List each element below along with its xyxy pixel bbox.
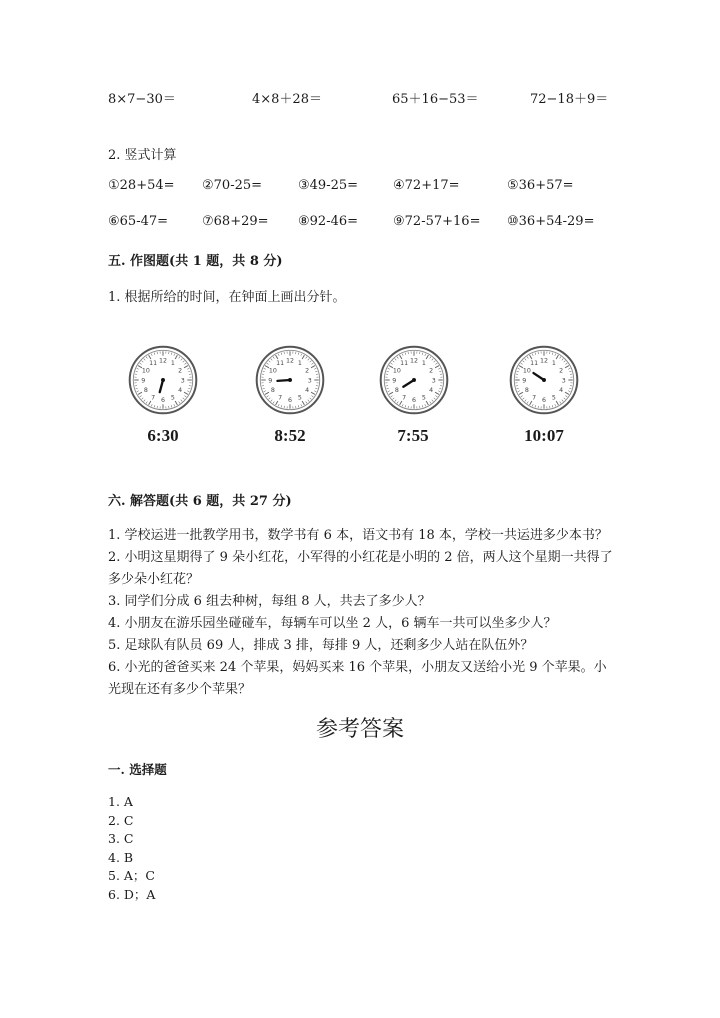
- clock-time-label: 8:52: [274, 426, 306, 445]
- clock-numeral: 2: [178, 367, 183, 375]
- clock-numeral: 6: [287, 397, 293, 405]
- arithmetic-row: [0, 88, 720, 108]
- clock-face: [127, 344, 199, 416]
- answer-item: 1. A: [108, 794, 133, 809]
- clock-numeral: 1: [421, 360, 426, 368]
- clock-numeral: 9: [522, 377, 527, 385]
- calc-item: ⑦68+29=: [202, 214, 269, 229]
- clock-numeral: 12: [409, 357, 419, 365]
- vertical-calc-row-1: [0, 178, 720, 198]
- calc-item: ③49-25=: [298, 178, 359, 193]
- clock-numeral: 3: [180, 377, 185, 385]
- clock-numeral: 2: [559, 367, 564, 375]
- clock-numeral: 11: [276, 360, 285, 368]
- clock-numeral: 10: [268, 367, 277, 375]
- clock-numeral: 6: [411, 397, 417, 405]
- clock-numeral: 6: [541, 397, 547, 405]
- calc-item: ④72+17=: [393, 178, 460, 193]
- clock-numeral: 10: [522, 367, 531, 375]
- clock-numeral: 4: [559, 387, 564, 395]
- clock-numeral: 12: [285, 357, 295, 365]
- clock-numeral: 11: [400, 360, 409, 368]
- clock-face: [254, 344, 326, 416]
- clock-time-label: 10:07: [524, 426, 564, 445]
- clock-numeral: 4: [178, 387, 183, 395]
- problem-item: 1. 学校运进一批教学用书，数学书有 6 本，语文书有 18 本，学校一共运进多少本书？: [108, 528, 608, 543]
- clock-numeral: 5: [551, 394, 556, 402]
- clock-numeral: 8: [270, 387, 275, 395]
- clock-face: [378, 344, 450, 416]
- clock-time-label: 6:30: [147, 426, 179, 445]
- clock-numeral: 3: [431, 377, 436, 385]
- answer-item: 6. D；A: [108, 886, 156, 902]
- clock-numeral: 8: [394, 387, 399, 395]
- clock-numeral: 10: [392, 367, 401, 375]
- clock-numeral: 4: [305, 387, 310, 395]
- answers-section-1-heading: 一. 选择题: [108, 762, 167, 777]
- arith-item: 72−18＋9＝: [530, 92, 609, 107]
- arith-item: 4×8＋28＝: [252, 92, 322, 107]
- clock-numeral: 7: [532, 394, 537, 402]
- vertical-calc-row-2: [0, 214, 720, 234]
- calc-item: ⑤36+57=: [507, 178, 574, 193]
- clock-numeral: 5: [421, 394, 426, 402]
- problem-item: 2. 小明这星期得了 9 朵小红花，小军得的小红花是小明的 2 倍，两人这个星期一共得了多少朵小红花？: [108, 550, 613, 587]
- clock-center: [542, 378, 546, 382]
- clock-numeral: 9: [268, 377, 273, 385]
- section-5-heading: 五. 作图题(共 1 题，共 8 分): [108, 254, 283, 269]
- section-6-heading: 六. 解答题(共 6 题，共 27 分): [108, 494, 292, 509]
- clock-numeral: 11: [530, 360, 539, 368]
- calc-item: ⑩36+54-29=: [507, 214, 595, 229]
- answer-item: 3. C: [108, 831, 134, 846]
- answer-item: 5. A；C: [108, 868, 155, 883]
- vertical-calc-heading: 2. 竖式计算: [108, 148, 177, 163]
- problem-item: 6. 小光的爸爸买来 24 个苹果，妈妈买来 16 个苹果，小朋友又送给小光 9 个苹果。小光现在还有多少个苹果？: [108, 660, 607, 697]
- clock-numeral: 9: [141, 377, 146, 385]
- clock-center: [161, 378, 165, 382]
- clock-numeral: 5: [297, 394, 302, 402]
- clock-numeral: 7: [402, 394, 407, 402]
- clock-numeral: 1: [170, 360, 175, 368]
- answer-item: 2. C: [108, 812, 134, 828]
- calc-item: ⑨72-57+16=: [393, 214, 481, 229]
- clock-numeral: 4: [429, 387, 434, 395]
- clock-numeral: 3: [561, 377, 566, 385]
- clock-numeral: 8: [524, 387, 529, 395]
- clock-center: [412, 378, 416, 382]
- clock-numeral: 7: [278, 394, 283, 402]
- clock-numeral: 11: [149, 360, 158, 368]
- clock-numeral: 1: [551, 360, 556, 368]
- clock-numeral: 5: [170, 394, 175, 402]
- calc-item: ①28+54=: [108, 178, 175, 193]
- clock-numeral: 6: [160, 397, 166, 405]
- clock-numeral: 1: [297, 360, 302, 368]
- clock-numeral: 12: [158, 357, 168, 365]
- answer-list: [108, 793, 155, 904]
- clock-numeral: 12: [539, 357, 549, 365]
- clock-numeral: 7: [151, 394, 156, 402]
- calc-item: ②70-25=: [202, 178, 263, 193]
- clock-center: [288, 378, 292, 382]
- problem-item: 4. 小朋友在游乐园坐碰碰车，每辆车可以坐 2 人，6 辆车一共可以坐多少人？: [108, 616, 557, 631]
- arith-item: 8×7−30＝: [108, 92, 176, 107]
- answer-item: 4. B: [108, 849, 134, 865]
- clock-numeral: 2: [305, 367, 310, 375]
- clock-numeral: 3: [307, 377, 312, 385]
- problem-item: 3. 同学们分成 6 组去种树，每组 8 人，共去了多少人？: [108, 594, 431, 609]
- problem-item: 5. 足球队有队员 69 人，排成 3 排，每排 9 人，还剩多少人站在队伍外？: [108, 638, 534, 653]
- arith-item: 65＋16−53＝: [392, 92, 479, 107]
- section-5-question: 1. 根据所给的时间，在钟面上画出分针。: [108, 290, 346, 305]
- clock-numeral: 8: [143, 387, 148, 395]
- clock-numeral: 9: [392, 377, 397, 385]
- clock-numeral: 2: [429, 367, 434, 375]
- clock-face: [508, 344, 580, 416]
- clock-time-label: 7:55: [397, 426, 429, 445]
- clock-numeral: 10: [141, 367, 150, 375]
- answers-title: 参考答案: [315, 717, 404, 742]
- calc-item: ⑥65-47=: [108, 214, 169, 229]
- calc-item: ⑧92-46=: [298, 214, 359, 229]
- problem-list: [108, 525, 613, 701]
